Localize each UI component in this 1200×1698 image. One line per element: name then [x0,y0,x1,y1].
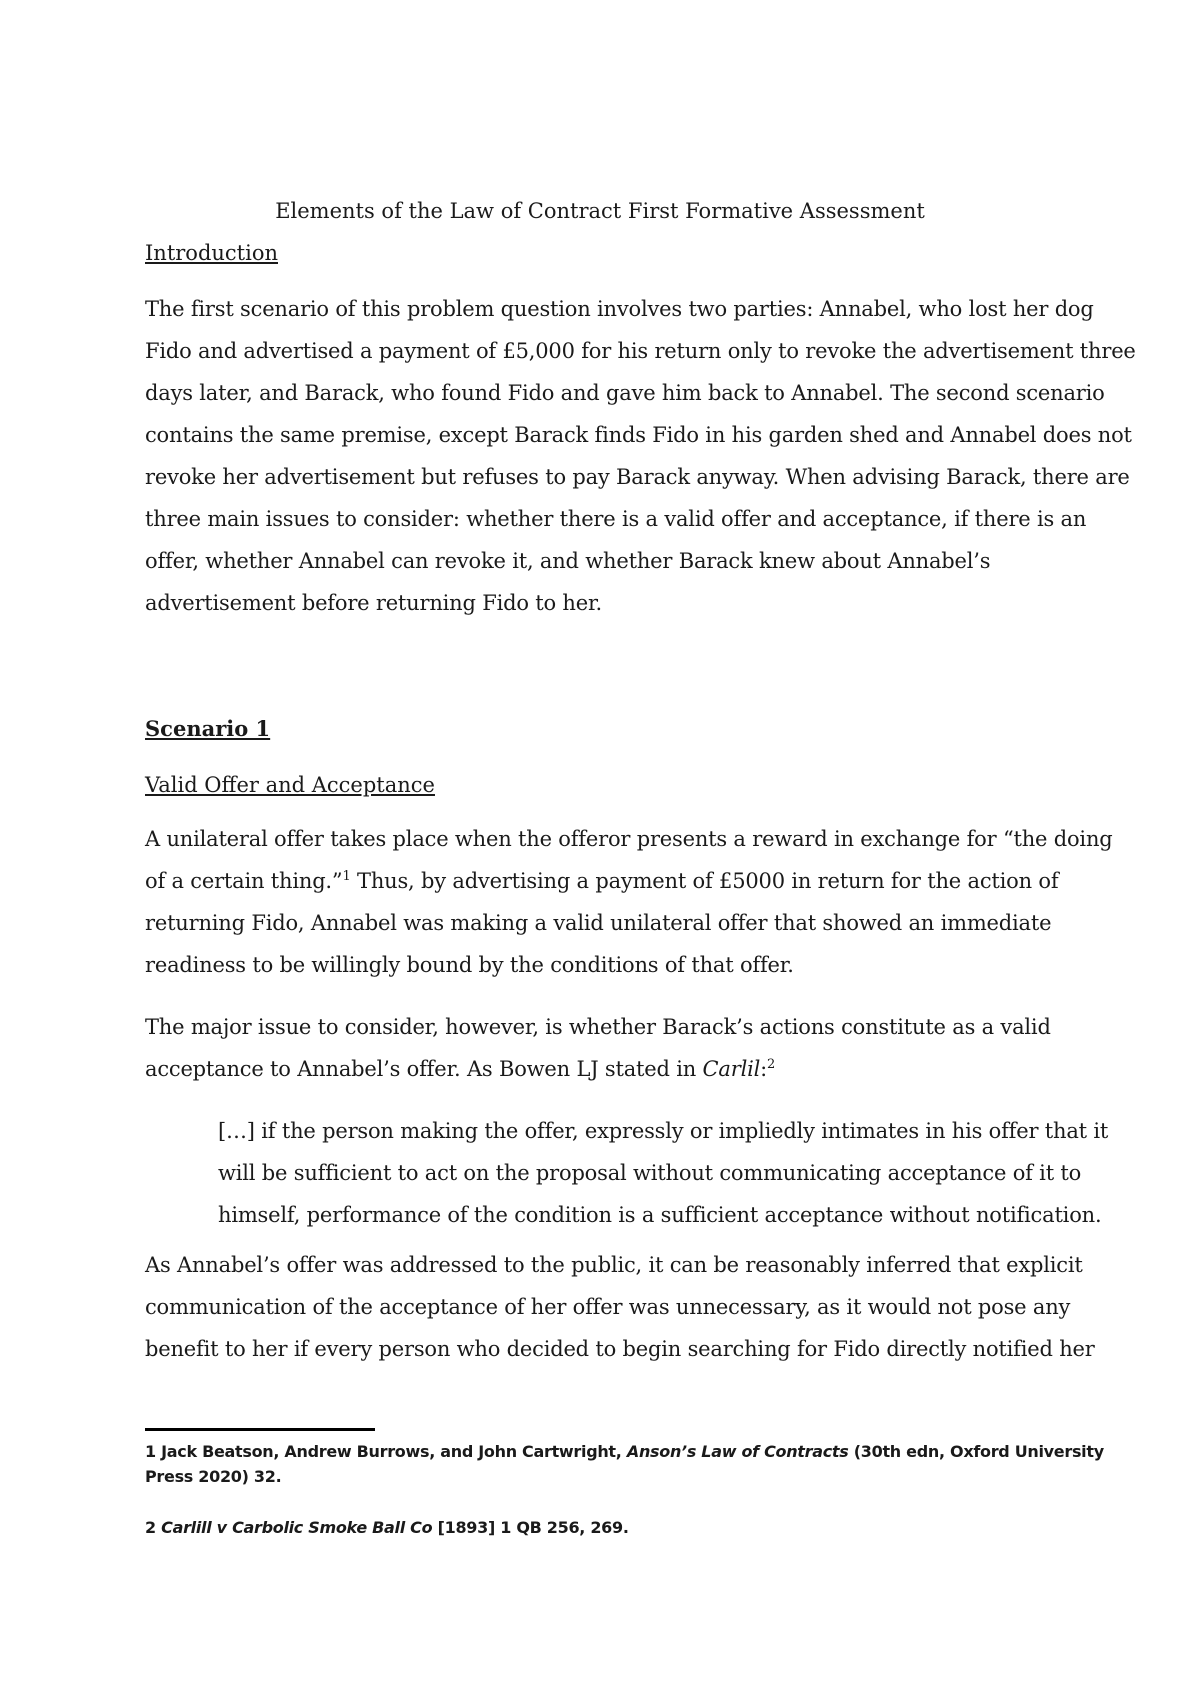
text-line: returning Fido, Annabel was making a valid unilateral offer that showed an immediate [145,911,1052,935]
text-line: As Annabel’s offer was addressed to the public, it can be reasonably inferred that explicit [145,1253,1083,1277]
bowen-lj-quote [218,1110,1109,1236]
introduction-heading: Introduction [145,241,278,265]
text-line: contains the same premise, except Barack finds Fido in his garden shed and Annabel does not [145,423,1132,447]
quote-line: himself, performance of the condition is a sufficient acceptance without notification. [218,1203,1102,1227]
footnote-ref-1[interactable]: 1 [342,869,351,884]
text-line: revoke her advertisement but refuses to pay Barack anyway. When advising Barack, there are [145,465,1130,489]
footnote-number: 2 [145,1518,156,1537]
text-line: communication of the acceptance of her offer was unnecessary, as it would not pose any [145,1295,1071,1319]
text-line: benefit to her if every person who decided to begin searching for Fido directly notified her [145,1337,1095,1361]
case-name: Carlil [702,1057,761,1081]
text-line: A unilateral offer takes place when the offeror presents a reward in exchange for “the doing [145,827,1113,851]
text-line: days later, and Barack, who found Fido and gave him back to Annabel. The second scenario [145,381,1105,405]
introduction-paragraph [145,288,1136,624]
footnote-2: 2 Carlill v Carbolic Smoke Ball Co [1893] 1 QB 256, 269. [145,1518,629,1537]
text-line: acceptance to Annabel’s offer. As Bowen LJ stated in Carlil:$^2$ [145,1057,776,1081]
footnote-number: 1 [145,1442,156,1461]
quote-line: will be sufficient to act on the proposal without communicating acceptance of it to [218,1161,1082,1185]
footnote-ref-2[interactable]: 2 [767,1057,776,1072]
case-citation-name: Carlill v Carbolic Smoke Ball Co [161,1518,433,1537]
valid-offer-subheading: Valid Offer and Acceptance [145,773,435,797]
book-title: Anson’s Law of Contracts [626,1442,849,1461]
footnote-separator [145,1428,375,1431]
text-line: of a certain thing.”$^1$ Thus, by advertising a payment of £5000 in return for the action of [145,869,1059,893]
public-offer-paragraph [145,1244,1095,1370]
text-line: The major issue to consider, however, is whether Barack’s actions constitute as a valid [145,1015,1051,1039]
document-title: Elements of the Law of Contract First Formative Assessment [275,199,925,223]
quote-line: […] if the person making the offer, expressly or impliedly intimates in his offer that it [218,1119,1109,1143]
text-line: Fido and advertised a payment of £5,000 for his return only to revoke the advertisement three [145,339,1136,363]
text-line: advertisement before returning Fido to her. [145,591,602,615]
text-line: three main issues to consider: whether there is a valid offer and acceptance, if there is an [145,507,1087,531]
unilateral-offer-paragraph [145,818,1113,986]
text-line: The first scenario of this problem question involves two parties: Annabel, who lost her dog [145,297,1094,321]
acceptance-paragraph [145,1006,1075,1090]
text-line: readiness to be willingly bound by the conditions of that offer. [145,953,794,977]
scenario-1-heading: Scenario 1 [145,716,271,741]
text-line: offer, whether Annabel can revoke it, and whether Barack knew about Annabel’s [145,549,991,573]
footnote-1: 1 Jack Beatson, Andrew Burrows, and John Cartwright, Anson’s Law of Contracts (30th edn, Oxford University Press 2020) 32. [145,1442,1104,1486]
